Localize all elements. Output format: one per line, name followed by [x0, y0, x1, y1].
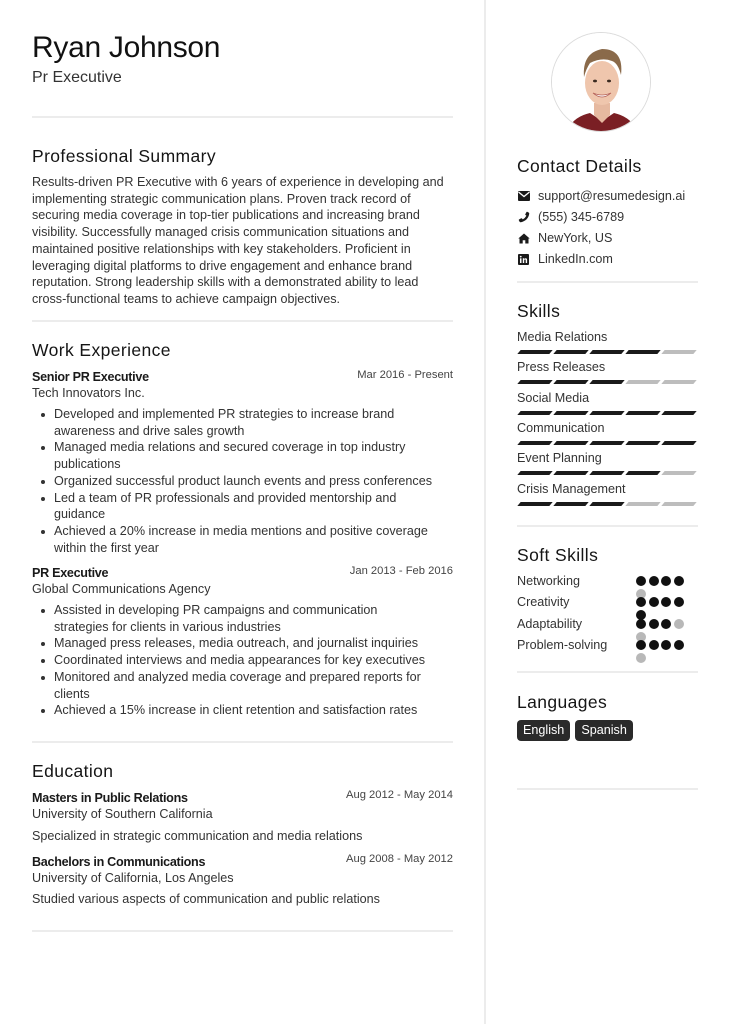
person-avatar-icon: [552, 33, 651, 132]
section-title-education: Education: [32, 761, 114, 781]
divider: [32, 741, 453, 743]
skill-level-segment: [589, 380, 624, 384]
skill-level-segment: [553, 380, 588, 384]
job-bullet: Managed media relations and secured coverage in top industry publications: [54, 439, 434, 472]
skill-label: Communication: [517, 420, 605, 435]
education-dates: Aug 2008 - May 2012: [346, 853, 453, 865]
language-chip: Spanish: [575, 720, 633, 741]
skill-level-bar: [519, 441, 695, 445]
skill-label: Crisis Management: [517, 481, 626, 496]
skill-level-segment: [625, 441, 660, 445]
job-dates: Jan 2013 - Feb 2016: [349, 565, 453, 577]
rating-dot: [649, 597, 659, 607]
education-school: University of Southern California: [32, 807, 213, 821]
phone-icon: [517, 211, 530, 224]
skill-level-segment: [589, 411, 624, 415]
job-bullets: [54, 602, 434, 719]
job-bullet: Monitored and analyzed media coverage and prepared reports for clients: [54, 669, 434, 702]
rating-dot: [661, 576, 671, 586]
column-divider: [484, 0, 486, 1024]
skill-level-segment: [553, 350, 588, 354]
skill-level-segment: [553, 411, 588, 415]
skill-level-segment: [661, 350, 696, 354]
skill-level-bar: [519, 502, 695, 506]
education-description: Specialized in strategic communication and media relations: [32, 829, 363, 843]
skill-level-segment: [661, 471, 696, 475]
skill-level-segment: [589, 502, 624, 506]
skill-level-bar: [519, 471, 695, 475]
rating-dot: [636, 653, 646, 663]
soft-skill-label: Adaptability: [517, 616, 583, 631]
contact-location: [517, 229, 612, 247]
rating-dot: [661, 619, 671, 629]
skill-label: Media Relations: [517, 330, 608, 344]
soft-skill-label: Problem-solving: [517, 637, 608, 652]
job-bullet: Organized successful product launch events and press conferences: [54, 473, 433, 488]
divider: [517, 281, 698, 283]
education-dates: Aug 2012 - May 2014: [346, 789, 453, 801]
job-bullets: [54, 406, 434, 556]
language-chips: [517, 720, 633, 741]
job-title: Senior PR Executive: [32, 370, 149, 384]
job-bullet: Led a team of PR professionals and provided mentorship and guidance: [54, 490, 434, 523]
rating-dot: [649, 640, 659, 650]
skill-level-segment: [625, 471, 660, 475]
rating-dot: [636, 597, 646, 607]
education-description: Studied various aspects of communication and public relations: [32, 892, 380, 906]
education-school: University of California, Los Angeles: [32, 871, 234, 885]
divider: [32, 116, 453, 118]
skill-level-segment: [661, 502, 696, 506]
divider: [32, 320, 453, 322]
skill-level-bar: [519, 380, 695, 384]
contact-linkedin[interactable]: [517, 250, 613, 268]
job-bullet: Coordinated interviews and media appearances for key executives: [54, 652, 434, 669]
rating-dot: [649, 619, 659, 629]
contact-phone[interactable]: [517, 208, 624, 226]
section-title-skills: Skills: [517, 301, 561, 321]
linkedin-icon: [517, 253, 530, 266]
skill-level-segment: [553, 502, 588, 506]
soft-skill-label: Creativity: [517, 595, 570, 610]
skill-level-segment: [661, 441, 696, 445]
skill-level-segment: [625, 502, 660, 506]
rating-dot: [674, 576, 684, 586]
section-title-contact: Contact Details: [517, 156, 642, 176]
contact-email[interactable]: [517, 187, 685, 205]
skill-level-segment: [589, 441, 624, 445]
job-bullet: Managed press releases, media outreach, and journalist inquiries: [54, 635, 434, 652]
section-title-experience: Work Experience: [32, 340, 171, 360]
rating-dot: [674, 640, 684, 650]
rating-dot: [674, 619, 684, 629]
divider: [517, 525, 698, 527]
section-title-summary: Professional Summary: [32, 146, 217, 166]
language-chip: English: [517, 720, 570, 741]
education-degree: Masters in Public Relations: [32, 791, 188, 805]
skill-level-segment: [589, 471, 624, 475]
candidate-name: Ryan Johnson: [32, 31, 221, 64]
contact-email-text: support@resumedesign.ai: [538, 189, 686, 203]
soft-skill-rating: [636, 640, 686, 666]
skill-label: Press Releases: [517, 360, 606, 375]
skill-level-segment: [517, 471, 552, 475]
contact-location-text: NewYork, US: [538, 231, 613, 245]
skill-level-segment: [553, 441, 588, 445]
skill-level-segment: [517, 441, 552, 445]
skill-level-segment: [517, 350, 552, 354]
skill-level-segment: [625, 411, 660, 415]
rating-dot: [636, 576, 646, 586]
job-bullet: Assisted in developing PR campaigns and communication strategies for clients in various industries: [54, 602, 434, 635]
job-bullet: Achieved a 20% increase in media mentions and positive coverage within the first year: [54, 523, 434, 556]
rating-dot: [674, 597, 684, 607]
skill-level-segment: [553, 471, 588, 475]
skill-level-segment: [625, 380, 660, 384]
job-title: PR Executive: [32, 566, 109, 580]
job-dates: Mar 2016 - Present: [357, 369, 453, 381]
skill-level-bar: [519, 350, 695, 354]
skill-level-segment: [517, 502, 552, 506]
job-bullet: Achieved a 15% increase in client retention and satisfaction rates: [54, 702, 434, 719]
candidate-title: Pr Executive: [32, 69, 122, 86]
skill-level-bar: [519, 411, 695, 415]
soft-skill-label: Networking: [517, 574, 580, 588]
skill-level-segment: [517, 380, 552, 384]
skill-label: Social Media: [517, 390, 590, 405]
contact-linkedin-text: LinkedIn.com: [538, 252, 613, 266]
divider: [32, 930, 453, 932]
divider: [517, 788, 698, 790]
job-company: Tech Innovators Inc.: [32, 386, 145, 400]
section-title-languages: Languages: [517, 692, 608, 712]
skill-level-segment: [661, 380, 696, 384]
rating-dot: [661, 597, 671, 607]
rating-dot: [636, 619, 646, 629]
contact-phone-text: (555) 345-6789: [538, 210, 625, 224]
envelope-icon: [517, 190, 530, 203]
education-degree: Bachelors in Communications: [32, 855, 206, 869]
home-icon: [517, 232, 530, 245]
skill-label: Event Planning: [517, 451, 602, 466]
divider: [517, 671, 698, 673]
skill-level-segment: [517, 411, 552, 415]
skill-level-segment: [589, 350, 624, 354]
rating-dot: [661, 640, 671, 650]
section-title-soft-skills: Soft Skills: [517, 545, 599, 565]
profile-photo: [551, 32, 651, 132]
job-bullet: Developed and implemented PR strategies to increase brand awareness and drive sales growth: [54, 406, 434, 439]
summary-text: Results-driven PR Executive with 6 years of experience in developing and implementing strategic communication plans. Proven track record of securing media coverage in top-tier publications and increasing brand visibility. Successfully managed crisis communication situations and maintained positive relationships with key stakeholders. Proficient in leveraging digital platforms to drive engagement and enhance brand reputation. Strong leadership skills with a demonstrated ability to lead cross-functional teams to achieve campaign objectives.: [32, 175, 444, 306]
job-company: Global Communications Agency: [32, 582, 211, 596]
rating-dot: [649, 576, 659, 586]
skill-level-segment: [661, 411, 696, 415]
skill-level-segment: [625, 350, 660, 354]
rating-dot: [636, 640, 646, 650]
